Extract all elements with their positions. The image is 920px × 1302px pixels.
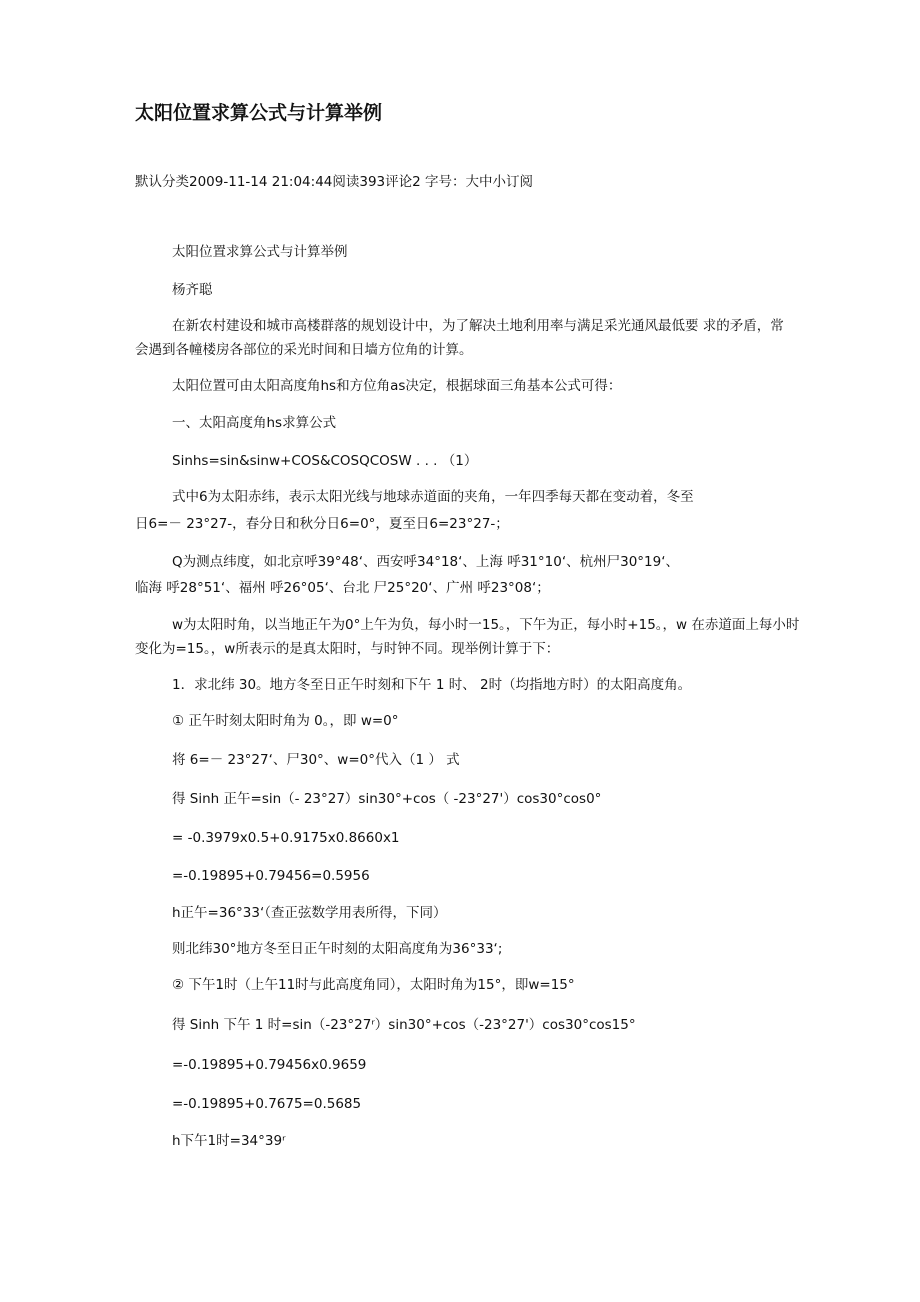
body-line: 1．求北纬 30。地方冬至日正午时刻和下午 1 时、 2时（均指地方时）的太阳高度角。 [172, 677, 692, 693]
body-line: 式中6为太阳赤纬，表示太阳光线与地球赤道面的夹角，一年四季每天都在变动着，冬至 [172, 489, 694, 505]
body-line: 杨齐聪 [172, 282, 213, 298]
body-line: w为太阳时角，以当地正午为0°上午为负，每小时一15。，下午为正，每小时+15。，w 在赤道面上每小时 [172, 617, 800, 633]
body-line: 得 Sinh 下午 1 时=sin（-23°27ʳ）sin30°+cos（-23°27'）cos30°cos15° [172, 1017, 636, 1033]
body-line: 会遇到各幢楼房各部位的采光时间和日墙方位角的计算。 [135, 342, 473, 358]
body-line: 一、太阳高度角hs求算公式 [172, 415, 337, 431]
post-meta: 默认分类2009-11-14 21:04:44阅读393评论2 字号：大中小订阅 [135, 174, 534, 190]
body-line: 太阳位置求算公式与计算举例 [172, 244, 348, 260]
body-line: 日6=－ 23°27-，春分日和秋分日6=0°，夏至日6=23°27-； [135, 516, 509, 532]
body-line: 变化为=15。，w所表示的是真太阳时，与时钟不同。现举例计算于下： [135, 641, 560, 657]
body-line: ① 正午时刻太阳时角为 0。，即 w=0° [172, 713, 399, 729]
body-line: =-0.19895+0.79456x0.9659 [172, 1057, 367, 1073]
body-line: =-0.19895+0.79456=0.5956 [172, 868, 370, 884]
page-title: 太阳位置求算公式与计算举例 [135, 102, 383, 124]
body-line: 将 6=－ 23°27‘、尸30°、w=0°代入（1 ） 式 [172, 752, 460, 768]
body-line: 太阳位置可由太阳高度角hs和方位角as决定，根据球面三角基本公式可得： [172, 378, 622, 394]
body-line: 在新农村建设和城市高楼群落的规划设计中，为了解决土地利用率与满足采光通风最低要 求的矛盾，常 [172, 318, 784, 334]
body-line: h下午1时=34°39ʳ [172, 1133, 286, 1149]
body-line: =-0.19895+0.7675=0.5685 [172, 1096, 362, 1112]
body-line: = -0.3979x0.5+0.9175x0.8660x1 [172, 830, 400, 846]
body-line: Sinhs=sin&sinw+COS&COSQCOSW . . . （1） [172, 453, 478, 469]
body-line: 临海 呼28°51‘、福州 呼26°05‘、台北 尸25°20‘、广州 呼23°08‘； [135, 580, 550, 596]
body-line: 则北纬30°地方冬至日正午时刻的太阳高度角为36°33‘; [172, 941, 503, 957]
body-line: h正午=36°33‘（查正弦数学用表所得，下同） [172, 905, 447, 921]
body-line: Q为测点纬度，如北京呼39°48‘、西安呼34°18‘、上海 呼31°10‘、杭州尸30°19‘、 [172, 554, 680, 570]
body-line: 得 Sinh 正午=sin（- 23°27）sin30°+cos（ -23°27'）cos30°cos0° [172, 791, 602, 807]
body-line: ② 下午1时（上午11时与此高度角同），太阳时角为15°，即w=15° [172, 977, 575, 993]
